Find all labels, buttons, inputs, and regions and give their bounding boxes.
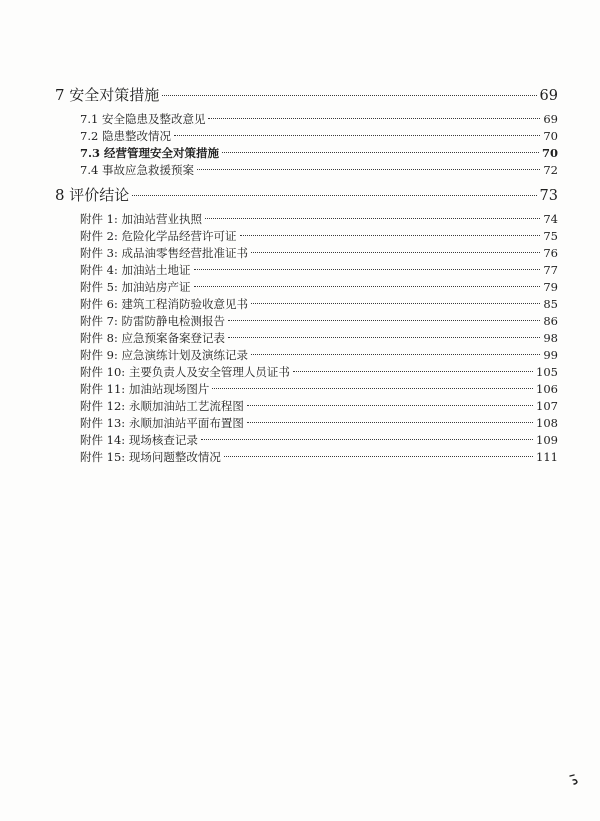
toc-entry-label: 附件 2: 危险化学品经营许可证 bbox=[80, 229, 237, 243]
toc-appendix-1[interactable] bbox=[80, 211, 558, 227]
toc-page-number: 86 bbox=[543, 314, 558, 328]
toc-entry-label: 8 评价结论 bbox=[55, 186, 130, 204]
toc-section-7-3[interactable] bbox=[80, 145, 558, 161]
toc-appendix-7[interactable] bbox=[80, 313, 558, 329]
toc-entry-label: 附件 15: 现场问题整改情况 bbox=[80, 450, 221, 464]
toc-entry-label: 附件 4: 加油站土地证 bbox=[80, 263, 191, 277]
dot-leader bbox=[174, 135, 540, 136]
toc-page-number: 98 bbox=[543, 331, 558, 345]
toc-appendix-3[interactable] bbox=[80, 245, 558, 261]
toc-page-number: 75 bbox=[543, 229, 558, 243]
dot-leader bbox=[194, 286, 541, 287]
toc-appendix-4[interactable] bbox=[80, 262, 558, 278]
toc-entry-label: 7 安全对策措施 bbox=[55, 86, 160, 104]
toc-appendix-11[interactable] bbox=[80, 381, 558, 397]
toc-appendix-10[interactable] bbox=[80, 364, 558, 380]
toc-entry-label: 附件 9: 应急演练计划及演练记录 bbox=[80, 348, 249, 362]
toc-appendix-13[interactable] bbox=[80, 415, 558, 431]
toc-chapter-7[interactable] bbox=[55, 84, 558, 105]
dot-leader bbox=[212, 388, 533, 389]
toc-appendix-8[interactable] bbox=[80, 330, 558, 346]
toc-entry-label: 附件 8: 应急预案备案登记表 bbox=[80, 331, 226, 345]
dot-leader bbox=[208, 118, 540, 119]
toc-page-number: 74 bbox=[543, 212, 558, 226]
toc-entry-label: 附件 3: 成品油零售经营批准证书 bbox=[80, 246, 249, 260]
dot-leader bbox=[224, 456, 533, 457]
toc-page-number: 72 bbox=[543, 163, 558, 177]
toc-entry-label: 附件 5: 加油站房产证 bbox=[80, 280, 191, 294]
toc-page-number: 77 bbox=[543, 263, 558, 277]
toc-appendix-15[interactable] bbox=[80, 449, 558, 465]
toc-section-7-2[interactable] bbox=[80, 128, 558, 144]
dot-leader bbox=[247, 422, 533, 423]
toc-page-number: 105 bbox=[536, 365, 558, 379]
dot-leader bbox=[162, 95, 536, 96]
toc-page-number: 85 bbox=[543, 297, 558, 311]
toc-entry-label: 附件 14: 现场核查记录 bbox=[80, 433, 198, 447]
toc-appendix-2[interactable] bbox=[80, 228, 558, 244]
toc-entry-label: 附件 11: 加油站现场图片 bbox=[80, 382, 210, 396]
toc-section-7-4[interactable] bbox=[80, 162, 558, 178]
toc-appendix-14[interactable] bbox=[80, 432, 558, 448]
toc-appendix-9[interactable] bbox=[80, 347, 558, 363]
toc-entry-label: 7.1 安全隐患及整改意见 bbox=[80, 112, 206, 126]
dot-leader bbox=[205, 218, 540, 219]
dot-leader bbox=[194, 269, 541, 270]
ink-mark-icon bbox=[568, 772, 582, 786]
toc-appendix-6[interactable] bbox=[80, 296, 558, 312]
toc-entry-label: 附件 1: 加油站营业执照 bbox=[80, 212, 203, 226]
toc-entry-label: 7.4 事故应急救援预案 bbox=[80, 163, 194, 177]
toc-appendix-5[interactable] bbox=[80, 279, 558, 295]
toc-entry-label: 附件 12: 永顺加油站工艺流程图 bbox=[80, 399, 244, 413]
dot-leader bbox=[222, 152, 539, 153]
dot-leader bbox=[228, 337, 540, 338]
dot-leader bbox=[201, 439, 533, 440]
toc-entry-label: 7.2 隐患整改情况 bbox=[80, 129, 171, 143]
toc-page-number: 69 bbox=[543, 112, 558, 126]
toc-entry-label: 附件 6: 建筑工程消防验收意见书 bbox=[80, 297, 249, 311]
dot-leader bbox=[251, 354, 540, 355]
toc-page-number: 79 bbox=[543, 280, 558, 294]
toc-page-number: 73 bbox=[539, 188, 558, 204]
toc-section-7-1[interactable] bbox=[80, 111, 558, 127]
toc-page-number: 111 bbox=[536, 450, 558, 464]
dot-leader bbox=[240, 235, 541, 236]
toc-entry-label: 附件 13: 永顺加油站平面布置图 bbox=[80, 416, 244, 430]
dot-leader bbox=[251, 303, 540, 304]
dot-leader bbox=[132, 195, 536, 196]
toc-appendix-12[interactable] bbox=[80, 398, 558, 414]
toc-page-number: 109 bbox=[536, 433, 558, 447]
toc-page-number: 76 bbox=[543, 246, 558, 260]
toc-page-number: 107 bbox=[536, 399, 558, 413]
toc-chapter-8[interactable] bbox=[55, 184, 558, 205]
toc-page-number: 106 bbox=[536, 382, 558, 396]
toc-entry-label: 附件 10: 主要负责人及安全管理人员证书 bbox=[80, 365, 290, 379]
toc-page-number: 108 bbox=[536, 416, 558, 430]
toc-entry-label: 附件 7: 防雷防静电检测报告 bbox=[80, 314, 226, 328]
toc-page-number: 99 bbox=[543, 348, 558, 362]
dot-leader bbox=[293, 371, 533, 372]
dot-leader bbox=[251, 252, 540, 253]
toc-page-number: 70 bbox=[541, 146, 558, 160]
dot-leader bbox=[228, 320, 540, 321]
dot-leader bbox=[197, 169, 540, 170]
toc-entry-label: 7.3 经营管理安全对策措施 bbox=[80, 146, 220, 160]
toc-page-number: 70 bbox=[543, 129, 558, 143]
dot-leader bbox=[247, 405, 533, 406]
toc-page-number: 69 bbox=[539, 88, 558, 104]
